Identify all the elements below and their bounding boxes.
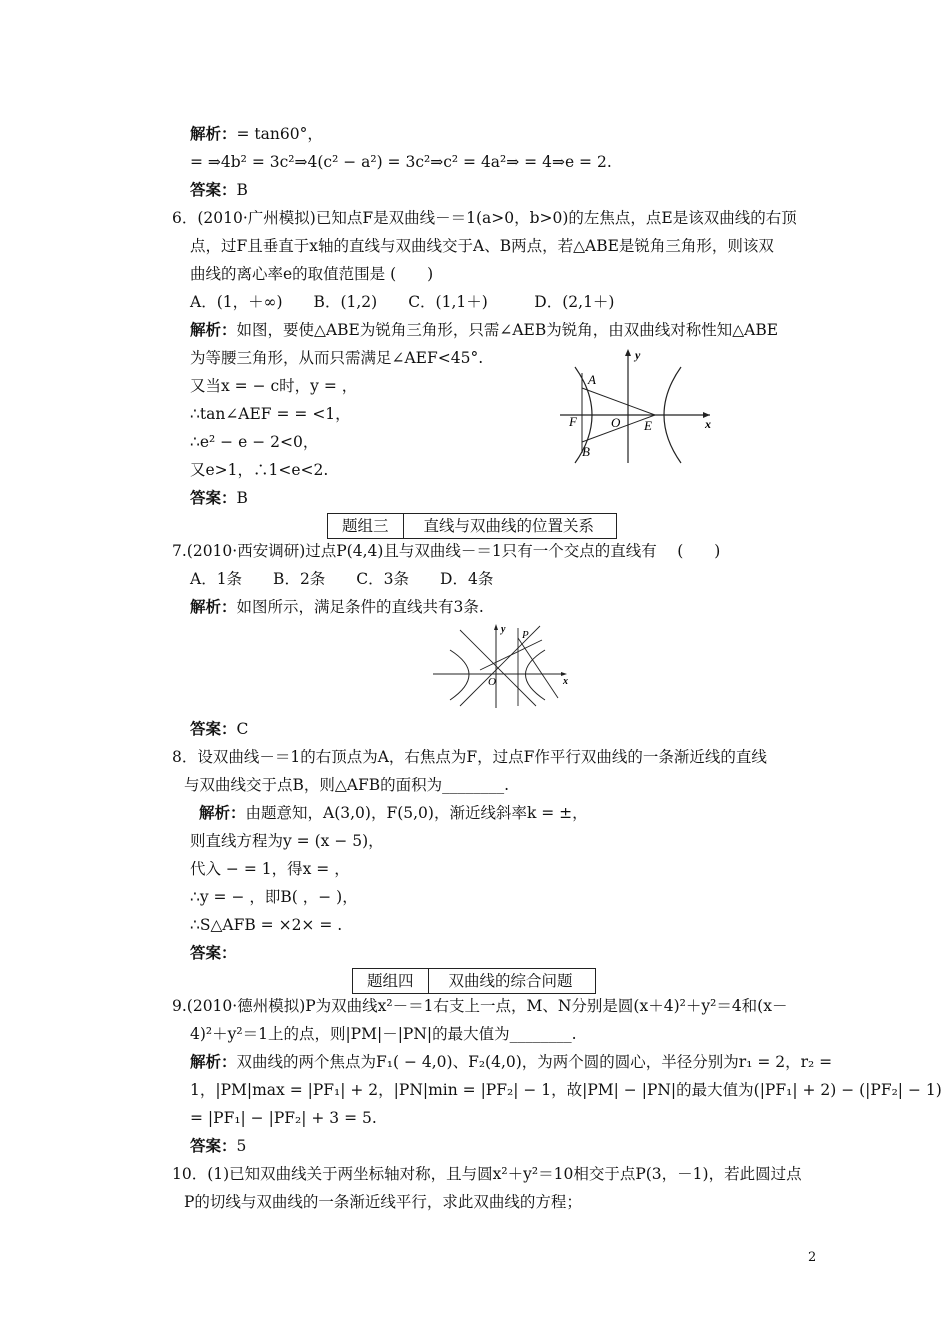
page-number: 2 <box>808 1250 817 1265</box>
q6-solution-line-1: 解析：如图，要使△ABE为锐角三角形，只需∠AEB为锐角，由双曲线对称性知△ABE <box>190 320 779 339</box>
left-branch <box>450 650 469 700</box>
p5-answer: 答案：B <box>190 180 248 199</box>
label-x: x <box>705 417 711 431</box>
q8-solution-line-2: 则直线方程为y = (x − 5)， <box>190 832 384 850</box>
label-x: x <box>563 676 568 687</box>
q6-stem-line-3: 曲线的离心率e的取值范围是 ( ) <box>190 265 434 283</box>
p5-solution-line-1: 解析：= tan60°， <box>190 124 323 143</box>
q8-solution-line-1: 解析：由题意知，A(3,0)，F(5,0)，渐近线斜率k = ±， <box>199 803 588 822</box>
label-O: O <box>488 676 496 688</box>
q6-stem-line-1: 6．(2010·广州模拟)已知点F是双曲线－＝1(a>0，b>0)的左焦点，点E是该双曲线的右顶 <box>172 209 797 227</box>
label-E: E <box>644 418 652 433</box>
q10-stem-line-1: 10．(1)已知双曲线关于两坐标轴对称，且与圆x²＋y²＝10相交于点P(3，－1)，若此圆过点 <box>172 1165 802 1183</box>
group4-name: 题组四 <box>367 972 414 990</box>
q7-stem: 7.(2010·西安调研)过点P(4,4)且与双曲线－＝1只有一个交点的直线有 ( ) <box>172 542 721 560</box>
label-O: O <box>611 415 621 430</box>
label-y: y <box>501 624 506 635</box>
q6-solution-line-5: ∴e² − e − 2<0， <box>190 433 319 451</box>
group3-header-box <box>327 513 617 539</box>
q9-answer: 答案：5 <box>190 1136 247 1155</box>
q8-solution-line-3: 代入 − = 1，得x = ， <box>190 860 350 878</box>
q7-solution: 解析：如图所示，满足条件的直线共有3条. <box>190 597 484 616</box>
q6-answer: 答案：B <box>190 488 248 507</box>
q6-stem-line-2: 点，过F且垂直于x轴的直线与双曲线交于A、B两点，若△ABE是锐角三角形，则该双 <box>190 237 774 255</box>
p5-solution-line-2: = ⇒4b² = 3c²⇒4(c² − a²) = 3c²⇒c² = 4a²⇒ = 4⇒e = 2. <box>190 153 612 171</box>
q9-solution-line-3: = |PF₁| − |PF₂| + 3 = 5. <box>190 1109 377 1127</box>
q10-stem-line-2: P的切线与双曲线的一条渐近线平行，求此双曲线的方程； <box>184 1193 582 1211</box>
group4-header-box <box>352 968 596 994</box>
q9-solution-line-1: 解析：双曲线的两个焦点为F₁( − 4,0)、F₂(4,0)，为两个圆的圆心，半径分别为r₁ = 2，r₂ = <box>190 1052 833 1071</box>
label-F: F <box>569 414 577 429</box>
q9-solution-line-2: 1，|PM|max = |PF₁| + 2，|PN|min = |PF₂| − 1，故|PM| − |PN|的最大值为(|PF₁| + 2) − (|PF₂| − 1) <box>190 1081 942 1099</box>
tangent-line <box>480 640 542 670</box>
q6-solution-line-4: ∴tan∠AEF = = <1， <box>190 405 351 423</box>
label-B: B <box>582 444 590 459</box>
q9-stem-line-1: 9.(2010·德州模拟)P为双曲线x²－＝1右支上一点，M、N分别是圆(x＋4)²＋y²＝4和(x－ <box>172 997 788 1015</box>
segment-AE <box>582 388 655 415</box>
group3-title: 直线与双曲线的位置关系 <box>403 514 617 538</box>
q7-answer: 答案：C <box>190 719 249 738</box>
parallel-line <box>518 638 558 698</box>
label-A: A <box>588 372 596 387</box>
q8-solution-line-5: ∴S△AFB = ×2× = . <box>190 916 343 934</box>
q8-stem-line-2: 与双曲线交于点B，则△AFB的面积为________. <box>184 776 510 794</box>
y-axis-arrow-icon <box>494 624 498 630</box>
group3-name: 题组三 <box>342 517 389 535</box>
q6-hyperbola-figure <box>555 345 725 465</box>
solution-label: 解析： <box>190 124 237 143</box>
q9-stem-line-2: 4)²＋y²＝1上的点，则|PM|－|PN|的最大值为________. <box>190 1025 577 1043</box>
label-P: P <box>522 629 529 641</box>
group4-title: 双曲线的综合问题 <box>428 969 595 993</box>
q6-solution-line-6: 又e>1，∴1<e<2. <box>190 461 329 479</box>
q6-options: A．(1，＋∞) B．(1,2) C．(1,1＋) D．(2,1＋) <box>190 293 615 311</box>
right-branch <box>526 650 546 700</box>
q8-answer: 答案： <box>190 943 237 962</box>
q8-stem-line-1: 8．设双曲线－＝1的右顶点为A，右焦点为F，过点F作平行双曲线的一条渐近线的直线 <box>172 748 767 766</box>
q7-hyperbola-figure <box>430 622 575 710</box>
y-axis-arrow-icon <box>625 349 631 356</box>
q7-options: A．1条 B．2条 C．3条 D．4条 <box>190 570 494 588</box>
q8-solution-line-4: ∴y = − ，即B( ，− )， <box>190 888 358 906</box>
q6-solution-line-2: 为等腰三角形，从而只需满足∠AEF<45°. <box>190 349 484 367</box>
q6-solution-line-3: 又当x = − c时，y = ， <box>190 377 358 395</box>
label-y: y <box>635 348 641 362</box>
